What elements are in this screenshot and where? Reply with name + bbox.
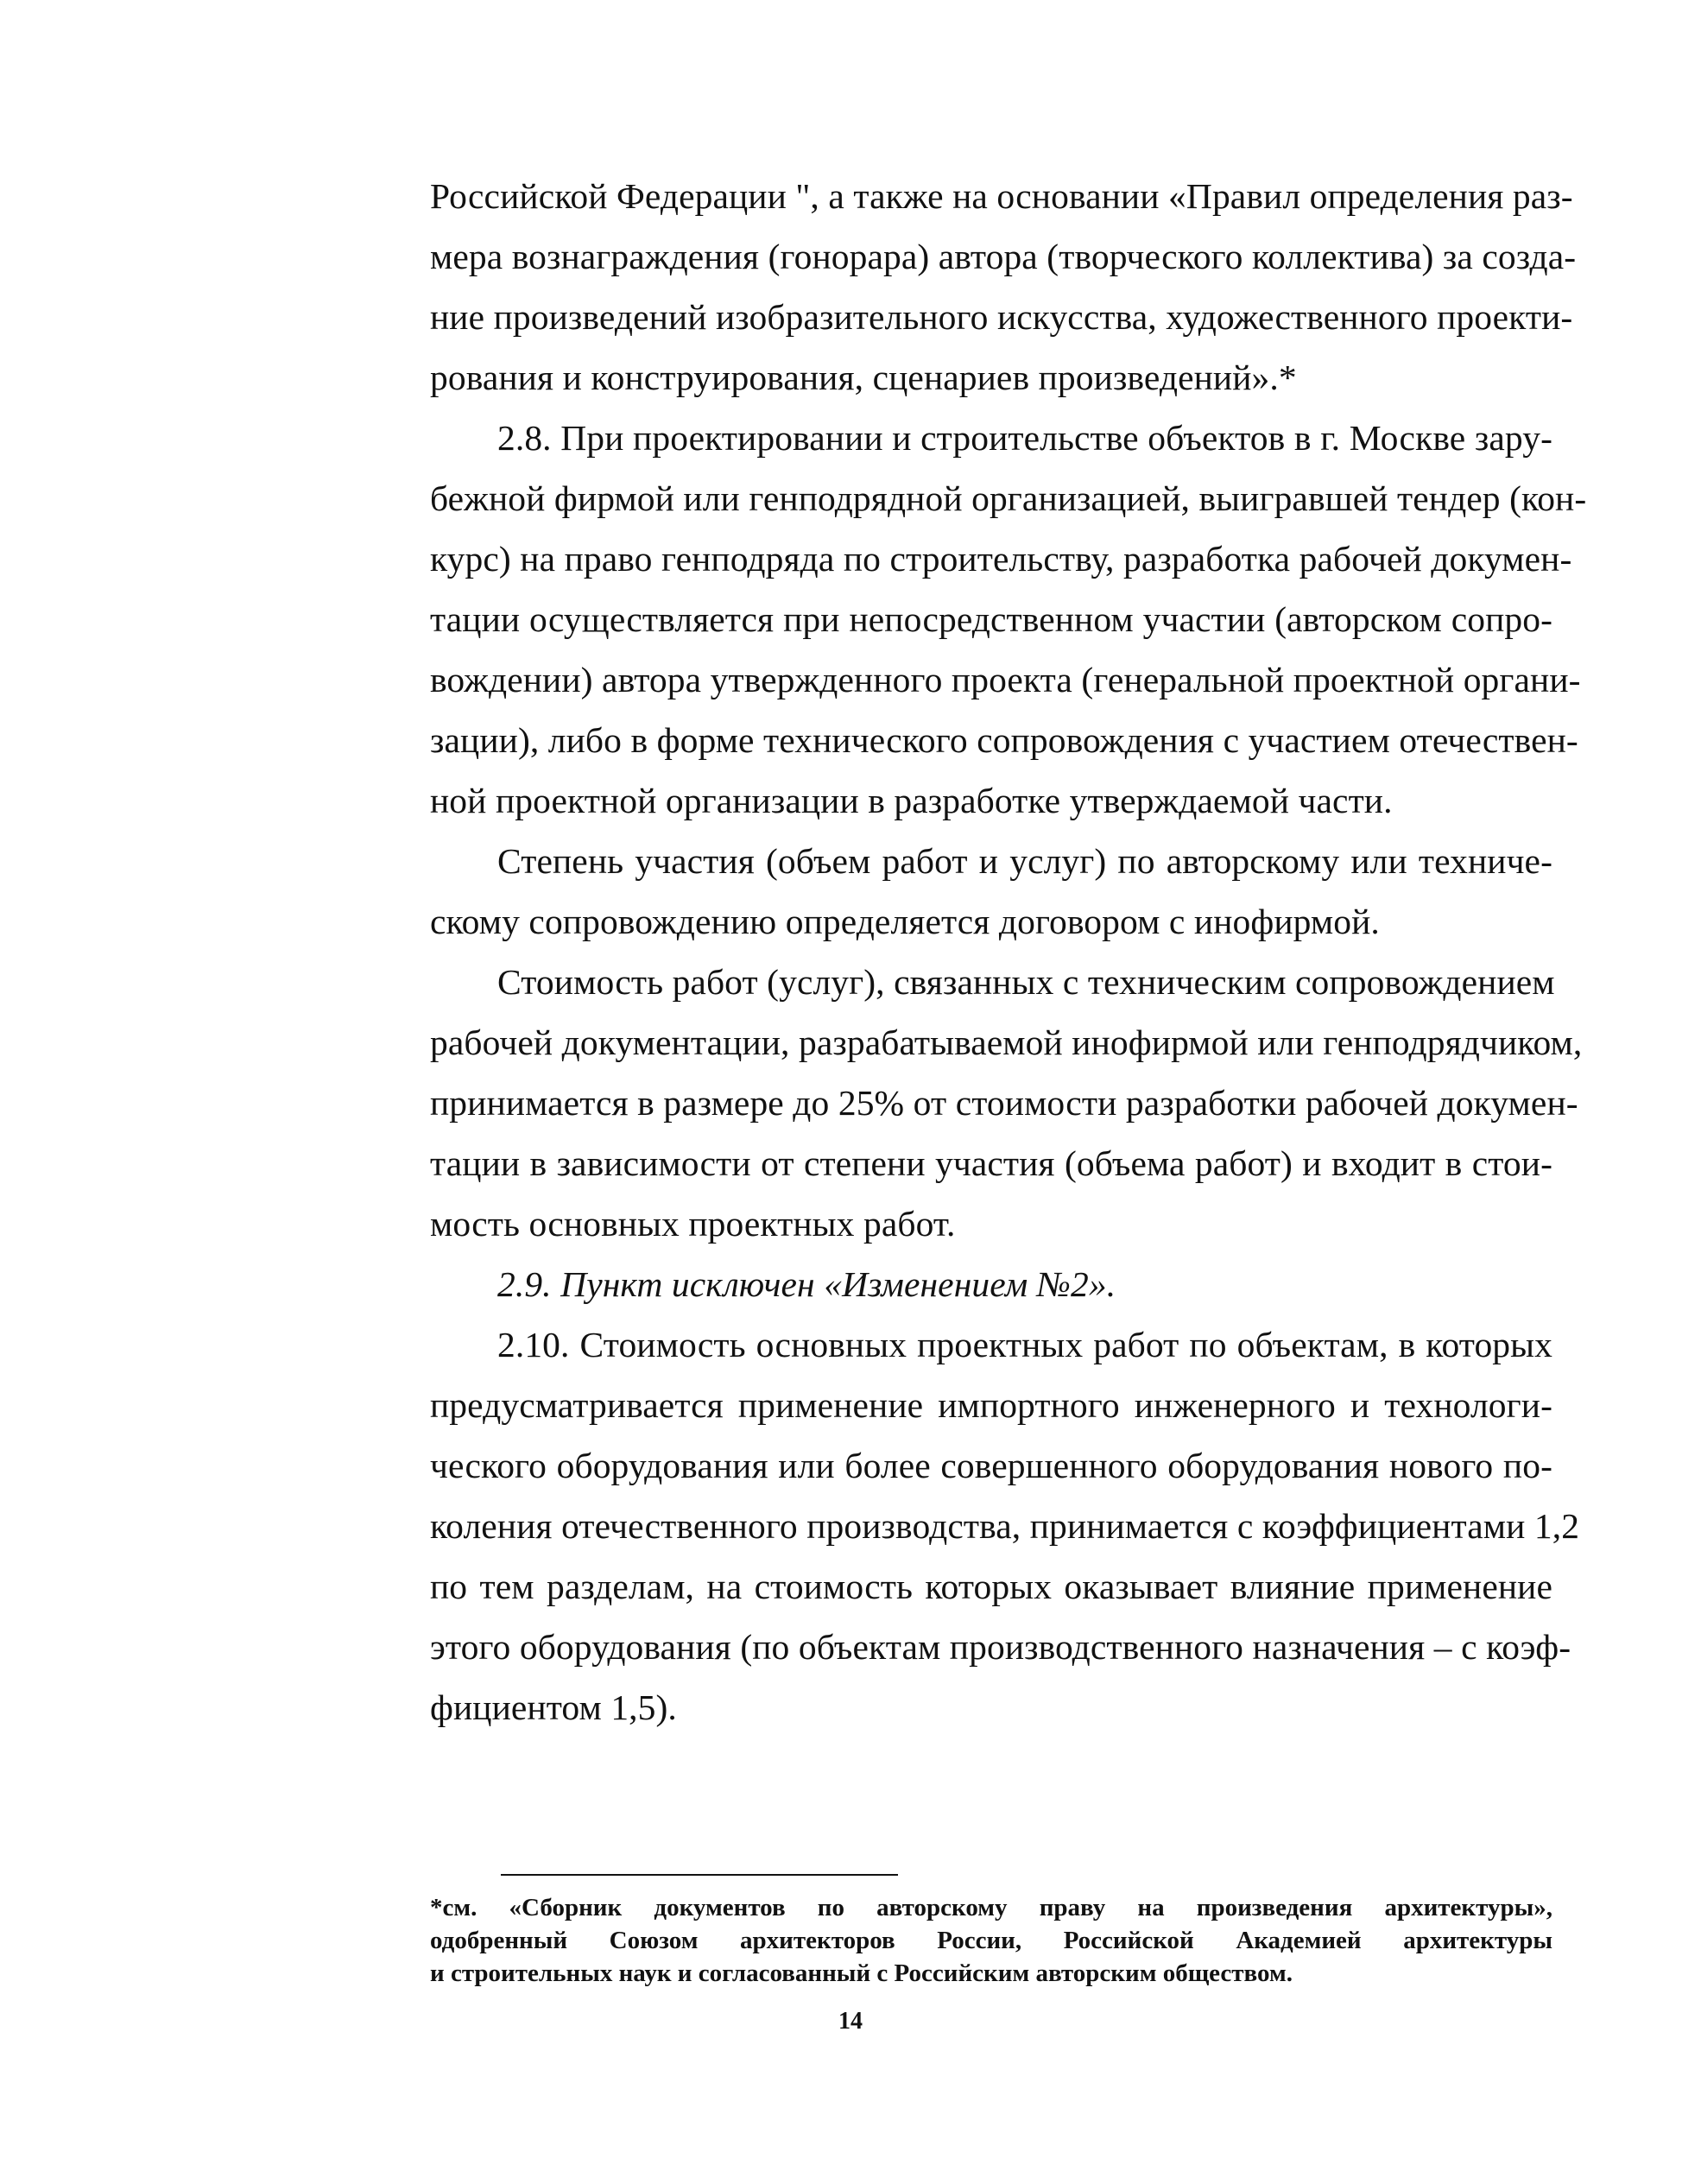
footnote (430, 1891, 1552, 1990)
text-line: ние произведений изобразительного искусства, художественного проекти- (430, 297, 1573, 337)
paragraph-2-8-line: тации осуществляется при непосредственном участии (авторском сопро- (430, 599, 1552, 639)
text-line: мера вознаграждения (гонорара) автора (творческого коллектива) за созда- (430, 237, 1577, 276)
paragraph-2-9: 2.9. Пункт исключен «Изменением №2». (497, 1264, 1116, 1304)
paragraph-cost-line: принимается в размере до 25% от стоимости разработки рабочей докумен- (430, 1083, 1578, 1123)
footnote-line: и строительных наук и согласованный с Российским авторским обществом. (430, 1959, 1293, 1987)
text-line: рования и конструирования, сценариев произведений».* (430, 358, 1297, 397)
paragraph-2-8-line: 2.8. При проектировании и строительстве объектов в г. Москве зару- (497, 418, 1552, 458)
paragraph-2-10-line: этого оборудования (по объектам производственного назначения – с коэф- (430, 1627, 1571, 1667)
paragraph-degree-line: Степень участия (объем работ и услуг) по авторскому или техниче- (497, 841, 1552, 881)
paragraph-2-10-line: предусматривается применение импортного инженерного и технологи- (430, 1385, 1552, 1425)
paragraph-2-10-line: по тем разделам, на стоимость которых оказывает влияние применение (430, 1567, 1552, 1606)
text-line: Российской Федерации ", а также на основании «Правил определения раз- (430, 176, 1573, 216)
paragraph-2-10-line: фициентом 1,5). (430, 1687, 677, 1727)
paragraph-2-8-line: бежной фирмой или генподрядной организацией, выигравшей тендер (кон- (430, 478, 1587, 518)
paragraph-2-10-line: ческого оборудования или более совершенного оборудования нового по- (430, 1446, 1552, 1485)
paragraph-2-8-line: ной проектной организации в разработке утверждаемой части. (430, 781, 1393, 820)
paragraph-cost-line: мость основных проектных работ. (430, 1204, 956, 1244)
paragraph-cost-line: рабочей документации, разрабатываемой инофирмой или генподрядчиком, (430, 1022, 1583, 1062)
paragraph-2-10-line: коления отечественного производства, принимается с коэффициентами 1,2 (430, 1506, 1580, 1546)
paragraph-2-8-line: зации), либо в форме технического сопровождения с участием отечествен- (430, 720, 1578, 760)
paragraph-2-10-line: 2.10. Стоимость основных проектных работ по объектам, в которых (497, 1325, 1552, 1364)
body-text (430, 166, 1587, 1738)
paragraph-2-8-line: курс) на право генподряда по строительству, разработка рабочей докумен- (430, 539, 1572, 579)
paragraph-degree-line: скому сопровождению определяется договором с инофирмой. (430, 902, 1380, 941)
paragraph-2-8-line: вождении) автора утвержденного проекта (генеральной проектной органи- (430, 660, 1581, 700)
footnote-divider (501, 1874, 898, 1876)
page-number: 14 (838, 2008, 863, 2035)
paragraph-cost-line: Стоимость работ (услуг), связанных с техническим сопровождением (497, 962, 1555, 1002)
footnote-line: одобренный Союзом архитекторов России, Российской Академией архитектуры (430, 1927, 1552, 1954)
paragraph-cost-line: тации в зависимости от степени участия (объема работ) и входит в стои- (430, 1143, 1552, 1183)
footnote-line: *см. «Сборник документов по авторскому праву на произведения архитектуры», (430, 1894, 1552, 1921)
